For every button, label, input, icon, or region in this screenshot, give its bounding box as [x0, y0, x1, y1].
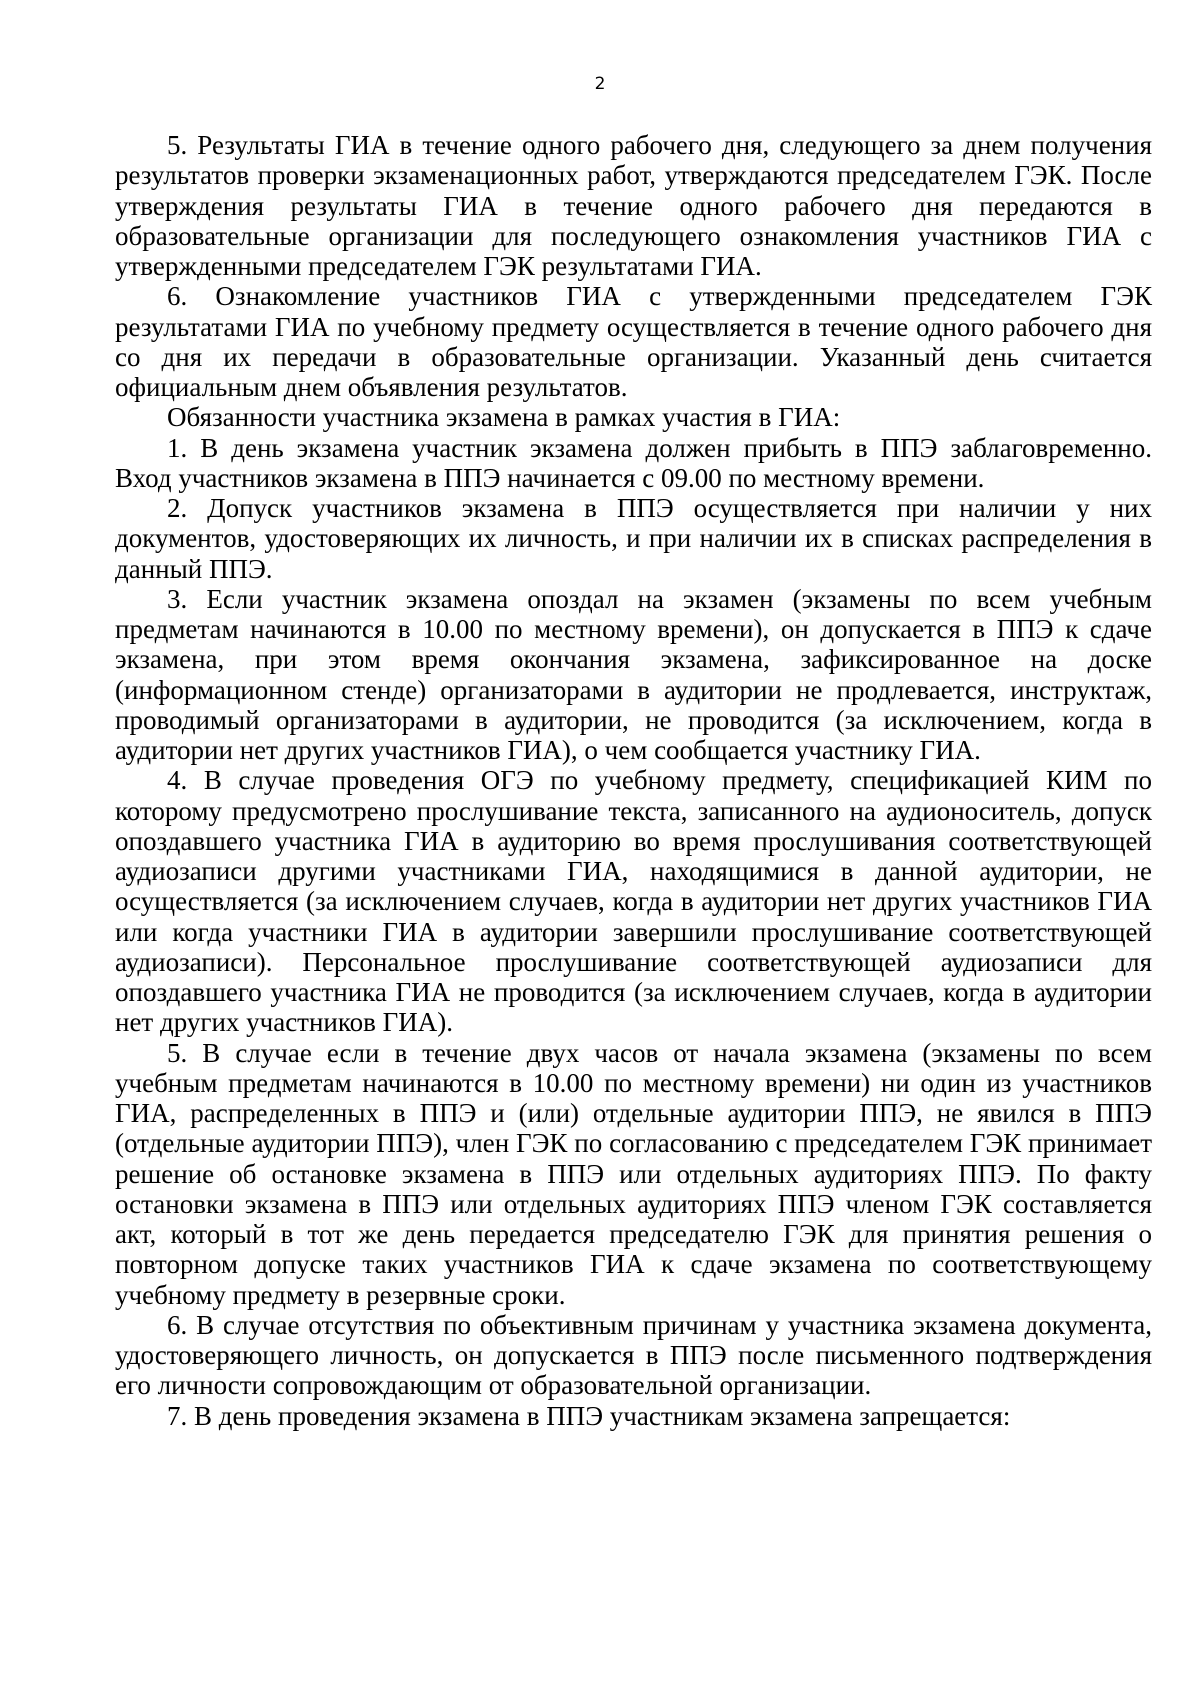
page-number: 2 [594, 74, 606, 94]
paragraph-prohibitions: 7. В день проведения экзамена в ППЭ участникам экзамена запрещается: [167, 1400, 1011, 1431]
paragraph-no-show: 5. В случае если в течение двух часов от начала экзамена (экзамены по всем учебным предметам начинаются в 10.00 по местному времени) ни один из участников ГИА, распределенных в ППЭ и (или) отдельные аудитории ППЭ, не явился в ППЭ (отдельные аудитории ППЭ), член ГЭК по согласованию с председателем ГЭК принимает решение об остановке экзамена в ППЭ или отдельных аудиториях ППЭ. По факту остановки экзамена в ППЭ или отдельных аудиториях ППЭ членом ГЭК составляется акт, который в тот же день передается председателю ГЭК для принятия решения о повторном допуске таких участников ГИА к сдаче экзамена по соответствующему учебному предмету в резервные сроки. [115, 1037, 1152, 1310]
document-body [115, 130, 1152, 1431]
paragraph-missing-document: 6. В случае отсутствия по объективным причинам у участника экзамена документа, удостоверяющего личность, он допускается в ППЭ после письменного подтверждения его личности сопровождающим от образовательной организации. [115, 1309, 1152, 1401]
paragraph-results-familiarization: 6. Ознакомление участников ГИА с утвержденными председателем ГЭК результатами ГИА по учебному предмету осуществляется в течение одного рабочего дня со дня их передачи в образовательные организации. Указанный день считается официальным днем объявления результатов. [115, 281, 1152, 402]
paragraph-late-arrival: 3. Если участник экзамена опоздал на экзамен (экзамены по всем учебным предметам начинаются в 10.00 по местному времени), он допускается в ППЭ к сдаче экзамена, при этом время окончания экзамена, зафиксированное на доске (информационном стенде) организаторами в аудитории не продлевается, инструктаж, проводимый организаторами в аудитории, не проводится (за исключением, когда в аудитории нет других участников ГИА), о чем сообщается участнику ГИА. [115, 583, 1152, 765]
paragraph-obligations-heading: Обязанности участника экзамена в рамках участия в ГИА: [167, 402, 841, 433]
paragraph-admission: 2. Допуск участников экзамена в ППЭ осуществляется при наличии у них документов, удостоверяющих их личность, и при наличии их в списках распределения в данный ППЭ. [115, 493, 1152, 584]
paragraph-listening: 4. В случае проведения ОГЭ по учебному предмету, спецификацией КИМ по которому предусмотрено прослушивание текста, записанного на аудионоситель, допуск опоздавшего участника ГИА в аудиторию во время прослушивания соответствующей аудиозаписи другими участниками ГИА, находящимися в данной аудитории, не осуществляется (за исключением случаев, когда в аудитории нет других участников ГИА или когда участники ГИА в аудитории завершили прослушивание соответствующей аудиозаписи). Персональное прослушивание соответствующей аудиозаписи для опоздавшего участника ГИА не проводится (за исключением случаев, когда в аудитории нет других участников ГИА). [115, 765, 1152, 1038]
paragraph-results-approval: 5. Результаты ГИА в течение одного рабочего дня, следующего за днем получения результатов проверки экзаменационных работ, утверждаются председателем ГЭК. После утверждения результаты ГИА в течение одного рабочего дня передаются в образовательные организации для последующего ознакомления участников ГИА с утвержденными председателем ГЭК результатами ГИА. [115, 130, 1152, 281]
paragraph-arrival: 1. В день экзамена участник экзамена должен прибыть в ППЭ заблаговременно. Вход участников экзамена в ППЭ начинается с 09.00 по местному времени. [115, 432, 1152, 493]
